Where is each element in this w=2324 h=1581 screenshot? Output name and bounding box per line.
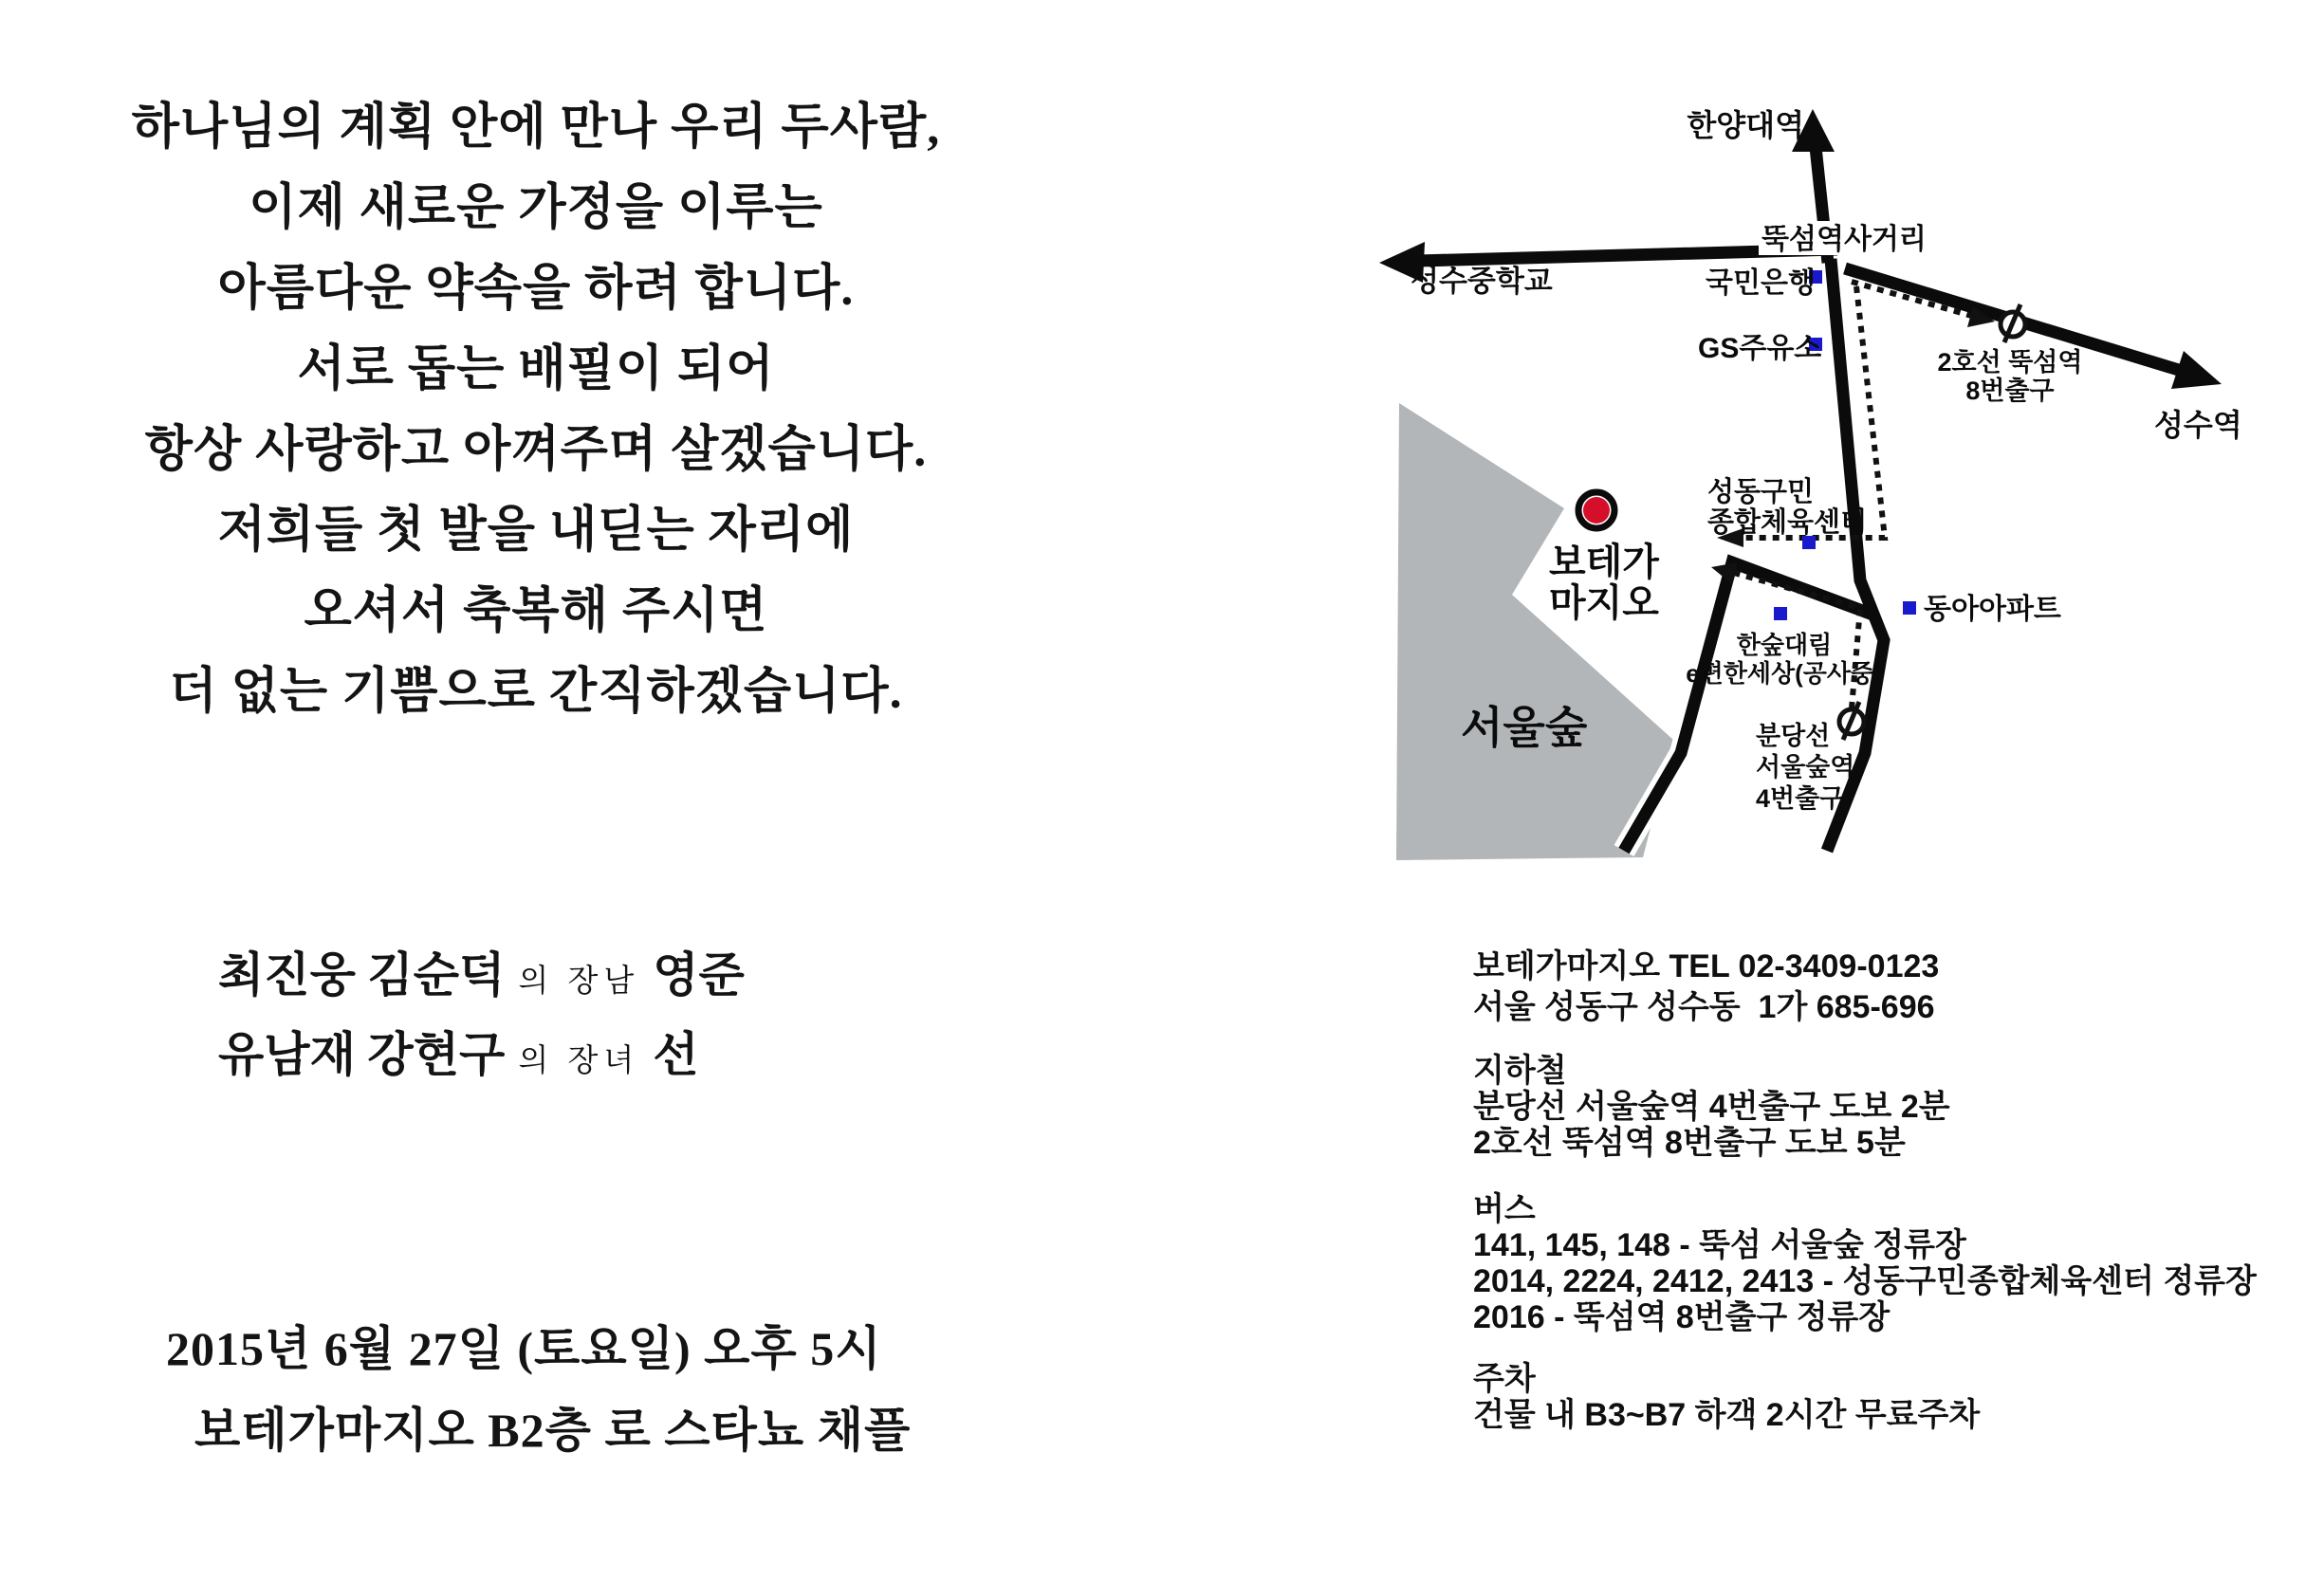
groom-name: 영준 bbox=[653, 948, 745, 1002]
bus-title: 버스 bbox=[1473, 1191, 1536, 1227]
subway-line: 2호선 뚝섬역 8번출구 도보 5분 bbox=[1473, 1125, 1906, 1161]
label-bundang-3: 4번출구 bbox=[1756, 784, 1845, 813]
label-sports-center-2: 종합체육센터 bbox=[1707, 507, 1868, 538]
label-kookmin-bank: 국민은행 bbox=[1706, 267, 1816, 299]
label-bundang-1: 분당선 bbox=[1756, 722, 1831, 750]
groom-relation: 의 장남 bbox=[518, 965, 640, 999]
label-hanyang-station: 한양대역 bbox=[1687, 108, 1804, 142]
label-seoul-forest: 서울숲 bbox=[1461, 703, 1588, 752]
poem-line: 서로 돕는 배필이 되어 bbox=[297, 342, 775, 396]
label-bundang-2: 서울숲역 bbox=[1756, 753, 1855, 781]
bundang-exit-icon bbox=[1839, 702, 1864, 740]
bride-parents-names: 유남재 강현구 bbox=[218, 1028, 506, 1081]
location-map bbox=[1366, 52, 2315, 953]
label-donga-apartment: 동아아파트 bbox=[1924, 594, 2061, 625]
bride-relation: 의 장녀 bbox=[518, 1044, 640, 1078]
bus-line: 2016 - 뚝섬역 8번출구 정류장 bbox=[1473, 1299, 1891, 1335]
label-seongsu-station: 성수역 bbox=[2154, 408, 2242, 442]
poem-line: 더 없는 기쁨으로 간직하겠습니다. bbox=[169, 665, 903, 719]
venue-address-line: 서울 성동구 성수동 1가 685-696 bbox=[1473, 989, 1935, 1025]
line2-exit-icon bbox=[2001, 304, 2025, 342]
label-line2-exit-2: 8번출구 bbox=[1965, 377, 2055, 405]
landmark-square-sports-center bbox=[1802, 536, 1816, 549]
label-ttukseom-intersection: 뚝섬역사거리 bbox=[1761, 224, 1927, 255]
label-hansup-2: e편한세상(공사중) bbox=[1686, 659, 1883, 688]
seoul-forest-park-area bbox=[1396, 403, 1673, 860]
poem-line: 이제 새로운 가정을 이루는 bbox=[249, 181, 823, 235]
landmark-square-hansup bbox=[1774, 607, 1787, 620]
bus-line: 2014, 2224, 2412, 2413 - 성동구민종합체육센터 정류장 bbox=[1473, 1263, 2257, 1299]
label-venue-2: 마지오 bbox=[1549, 582, 1659, 624]
ceremony-venue: 보테가마지오 B2층 로 스타뇨 채플 bbox=[194, 1404, 912, 1457]
bride-name: 선 bbox=[653, 1028, 699, 1081]
poem-line: 아름다운 약속을 하려 합니다. bbox=[217, 262, 855, 316]
venue-contact-line: 보테가마지오 TEL 02-3409-0123 bbox=[1473, 948, 1940, 984]
poem-line: 항상 사랑하고 아껴주며 살겠습니다. bbox=[144, 423, 928, 477]
parking-title: 주차 bbox=[1473, 1361, 1536, 1397]
label-hansup-1: 한숲대림 bbox=[1736, 631, 1833, 659]
bride-line bbox=[218, 1015, 745, 1094]
landmark-square-donga bbox=[1903, 601, 1916, 615]
arrow-seongsu-station bbox=[2171, 351, 2222, 389]
venue-marker bbox=[1578, 492, 1614, 528]
subway-directions-block bbox=[1473, 1053, 1950, 1161]
poem-line: 오셔서 축복해 주시면 bbox=[304, 584, 768, 638]
poem-line: 저희들 첫 발을 내딛는 자리에 bbox=[217, 504, 855, 558]
family-names bbox=[218, 935, 745, 1094]
bus-line: 141, 145, 148 - 뚝섬 서울숲 정류장 bbox=[1473, 1227, 1966, 1263]
bus-directions-block bbox=[1473, 1191, 2257, 1335]
groom-parents-names: 최진웅 김순덕 bbox=[218, 948, 506, 1002]
label-line2-exit-1: 2호선 뚝섬역 bbox=[1937, 348, 2083, 377]
ceremony-datetime: 2015년 6월 27일 (토요일) 오후 5시 bbox=[166, 1322, 882, 1375]
map-svg bbox=[1366, 52, 2315, 953]
venue-contact-block bbox=[1473, 947, 1939, 1028]
label-venue-1: 보테가 bbox=[1549, 542, 1659, 583]
label-sports-center-1: 성동구민 bbox=[1707, 477, 1815, 507]
label-seongsu-middle-school: 성수중학교 bbox=[1411, 265, 1553, 298]
invitation-poem bbox=[57, 87, 1015, 732]
subway-line: 분당선 서울숲역 4번출구 도보 2분 bbox=[1473, 1089, 1950, 1125]
parking-block bbox=[1473, 1361, 1980, 1433]
poem-line: 하나님의 계획 안에 만나 우리 두사람, bbox=[131, 101, 941, 155]
subway-title: 지하철 bbox=[1473, 1053, 1567, 1089]
label-gs-station: GS주유소 bbox=[1698, 333, 1822, 364]
parking-line: 건물 내 B3~B7 하객 2시간 무료주차 bbox=[1473, 1397, 1981, 1433]
groom-line bbox=[218, 935, 745, 1015]
